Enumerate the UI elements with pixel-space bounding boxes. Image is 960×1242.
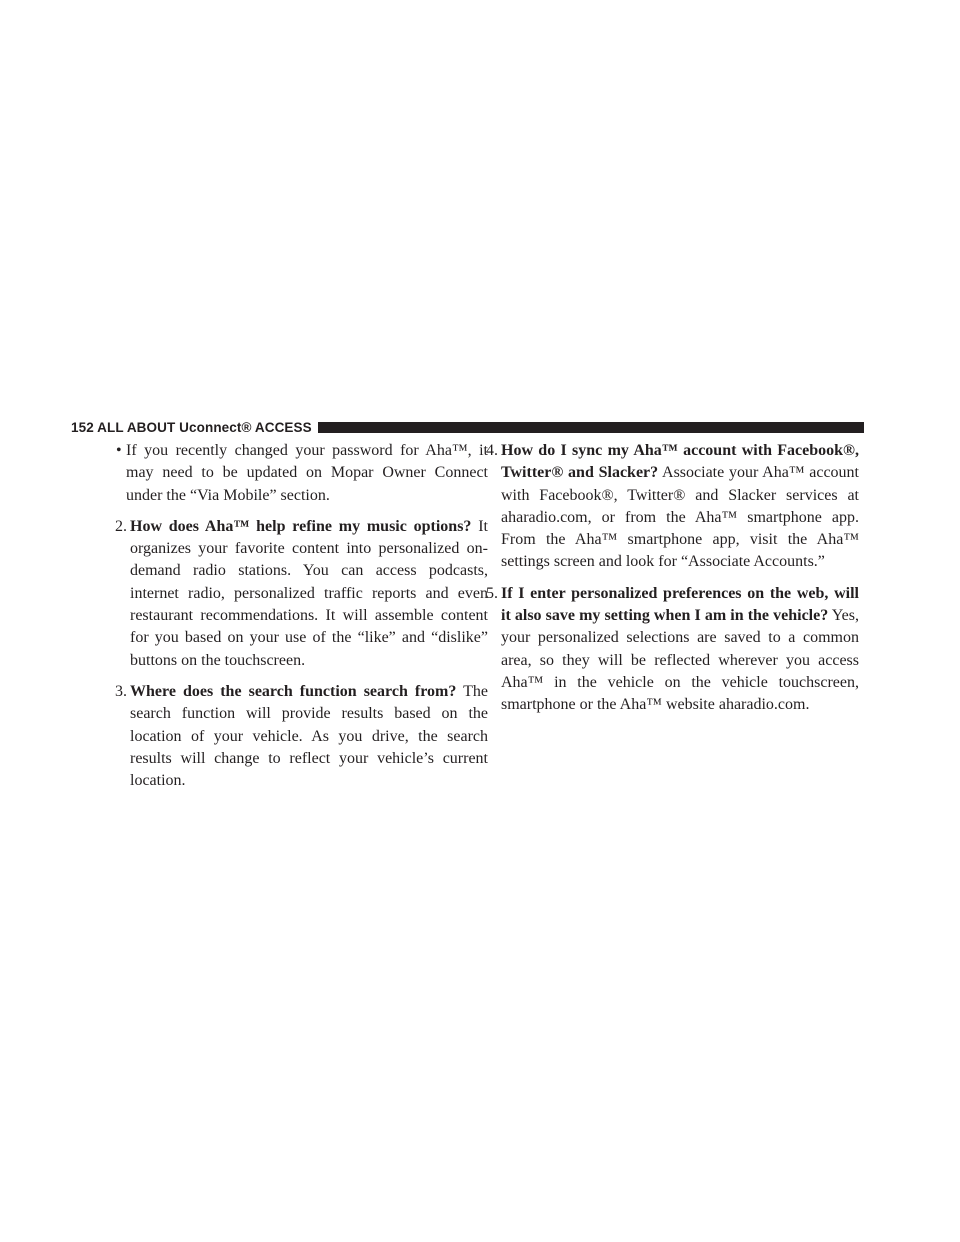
faq-item-3	[116, 681, 488, 792]
page-header-title: 152 ALL ABOUT Uconnect® ACCESS	[71, 419, 312, 435]
faq-number: 5.	[486, 584, 498, 602]
bullet-symbol: •	[116, 442, 122, 459]
faq-item-4	[487, 440, 859, 574]
left-column	[116, 440, 488, 801]
faq-number: 3.	[115, 682, 127, 700]
bullet-text: If you recently changed your password for Aha™, it may need to be updated on Mopar Owner Connect under the “Via Mobile” section.	[126, 442, 488, 504]
faq-question: Where does the search function search from?	[130, 682, 457, 700]
page-header	[71, 417, 864, 437]
faq-answer: The search function will provide results based on the location of your vehicle. As you drive, the search results will change to reflect your vehicle’s current location.	[130, 682, 488, 790]
faq-number: 4.	[486, 442, 498, 459]
faq-answer: It organizes your favorite content into personalized on-demand radio stations. You can access podcasts, internet radio, personalized traffic reports and even restaurant recommendations. It will assemble content for you based on your use of the “like” and “dislike” buttons on the touchscreen.	[130, 517, 488, 669]
faq-answer: Yes, your personalized selections are saved to a common area, so they will be reflected wherever you access Aha™ in the vehicle on the vehicle touchscreen, smartphone or the Aha™ website aharadio.com.	[501, 607, 860, 714]
right-column	[487, 440, 859, 726]
faq-item-2	[116, 516, 488, 672]
header-rule	[318, 422, 864, 433]
faq-number: 2.	[115, 517, 127, 535]
faq-question: How do I sync my Aha™ account with Facebook®, Twitter® and Slacker?	[501, 442, 859, 482]
faq-item-5	[487, 583, 859, 717]
faq-answer: Associate your Aha™ account with Facebook®, Twitter® and Slacker services at aharadio.com, or from the Aha™ smartphone app. From the Aha™ smartphone app, visit the Aha™ settings screen and look for “Associate Accounts.”	[501, 464, 859, 571]
bullet-item	[116, 440, 488, 507]
faq-question: How does Aha™ help refine my music options?	[130, 517, 472, 535]
faq-question: If I enter personalized preferences on the web, will it also save my setting when I am in the vehicle?	[501, 584, 859, 625]
